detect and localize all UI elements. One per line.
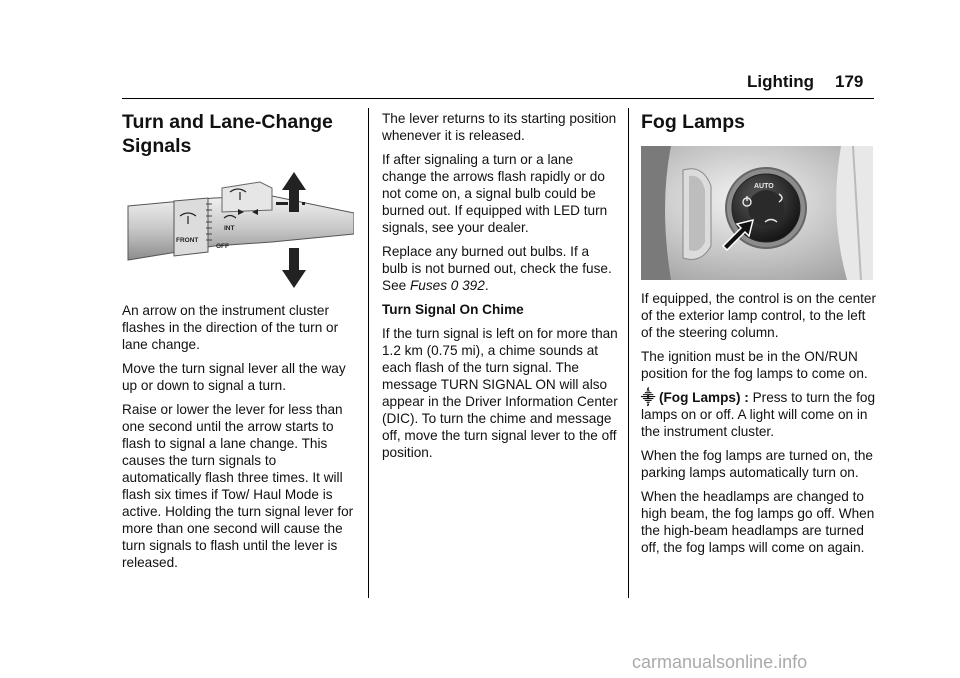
col3-paragraph-3: When the fog lamps are turned on, the parking lamps automatically turn on. xyxy=(641,448,873,480)
col1-paragraph-3: Raise or lower the lever for less than one second until the arrow starts to flash to signal a lane change. This causes the turn signals to automatically flash three times. It will flash six times if Tow/ Haul Mode is active. Holding the turn signal lever for more than one second will cause the turn signals to flash until the lever is released. xyxy=(122,402,354,570)
front-label: FRONT xyxy=(176,237,199,244)
turn-signals-heading: Turn and Lane-Change Signals xyxy=(122,111,333,157)
column-turn-signals xyxy=(122,110,354,578)
fuse-text-end: . xyxy=(484,278,489,293)
chime-paragraph: If the turn signal is left on for more than 1.2 km (0.75 mi), a chime sounds at each flash of the turn signal. The message TURN SIGNAL ON will also appear in the Driver Information Center (DIC). To turn the chime and message off, move the turn signal lever to the off position. xyxy=(382,326,618,460)
header-rule xyxy=(122,98,874,99)
watermark: carmanualsonline.info xyxy=(632,652,808,672)
col2-paragraph-2: If after signaling a turn or a lane change the arrows flash rapidly or do not come on, a signal bulb could be burned out. If equipped with LED turn signals, see your dealer. xyxy=(382,152,608,235)
fog-lamp-icon: ⸎ xyxy=(641,390,656,405)
fuse-text: Replace any burned out bulbs. If a bulb is not burned out, check the fuse. See xyxy=(382,244,612,293)
column-divider-1 xyxy=(368,108,369,598)
page-number: 179 xyxy=(835,72,864,91)
fog-lamps-label: (Fog Lamps) : xyxy=(658,390,749,405)
arrow-down-icon xyxy=(282,248,306,288)
col1-paragraph-1: An arrow on the instrument cluster flashes in the direction of the turn or lane change. xyxy=(122,303,339,352)
turn-signal-lever-illustration xyxy=(122,168,354,290)
column-turn-signal-continued xyxy=(382,110,618,468)
turn-signal-chime-heading: Turn Signal On Chime xyxy=(382,302,524,317)
col3-paragraph-2: The ignition must be in the ON/RUN position for the fog lamps to come on. xyxy=(641,349,868,381)
fuse-paragraph xyxy=(382,243,618,294)
fog-lamp-control-photo xyxy=(641,146,873,280)
fuses-link[interactable]: Fuses xyxy=(409,278,447,293)
column-divider-2 xyxy=(628,108,629,598)
fuses-page-ref[interactable]: 0 392 xyxy=(450,278,485,293)
fog-lamps-heading: Fog Lamps xyxy=(641,111,746,133)
col2-paragraph-1: The lever returns to its starting position whenever it is released. xyxy=(382,111,617,143)
col3-paragraph-1: If equipped, the control is on the center of the exterior lamp control, to the left of the steering column. xyxy=(641,291,877,340)
section-title: Lighting xyxy=(747,72,815,91)
column-fog-lamps xyxy=(641,110,877,563)
auto-label: AUTO xyxy=(754,183,774,190)
fog-lamps-text: Press to turn the fog lamps on or off. A light will come on in the instrument cluster. xyxy=(641,390,876,439)
int-label: INT xyxy=(224,225,235,232)
off-label: OFF xyxy=(216,243,229,250)
fog-lamps-paragraph xyxy=(641,389,877,440)
col3-paragraph-4: When the headlamps are changed to high beam, the fog lamps go off. When the high-beam headlamps are turned off, the fog lamps will come on again. xyxy=(641,489,875,555)
col1-paragraph-2: Move the turn signal lever all the way up or down to signal a turn. xyxy=(122,361,346,393)
page-header xyxy=(0,72,960,96)
